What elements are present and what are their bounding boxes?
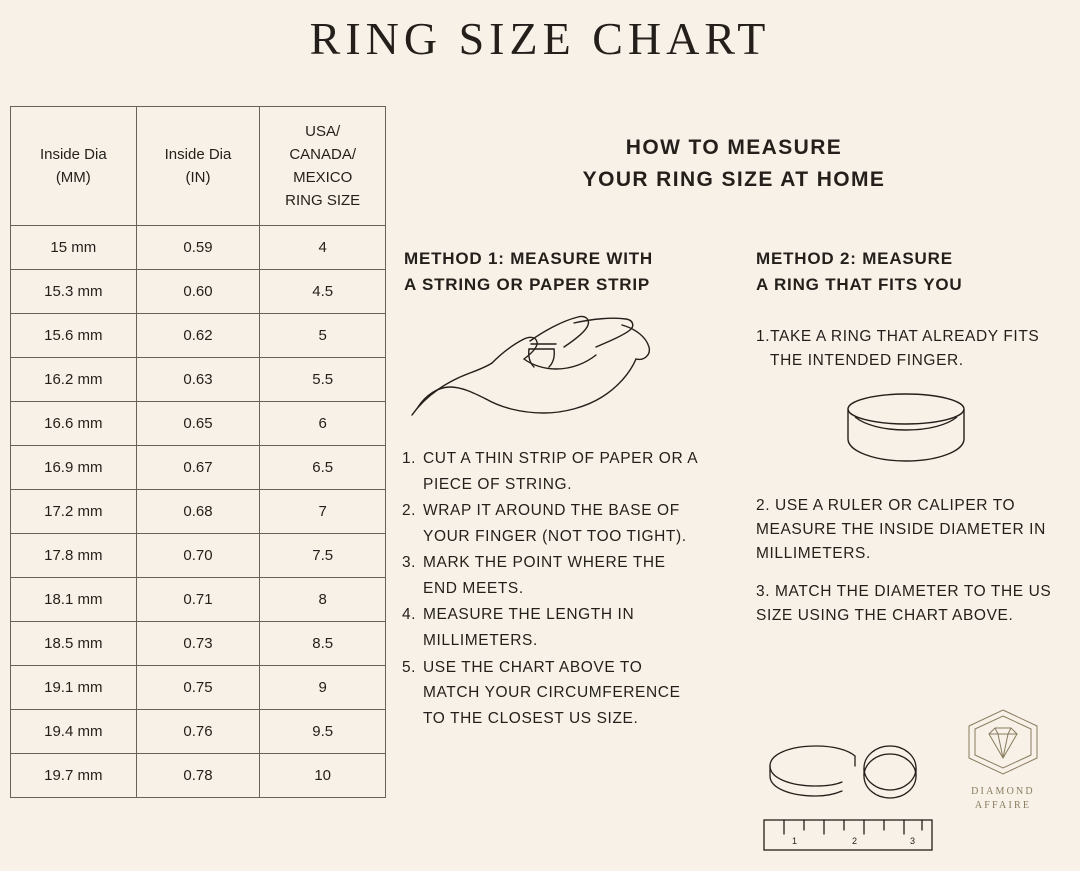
- cell-ring-size: 9: [260, 666, 386, 710]
- cell-dia-mm: 16.9 mm: [11, 446, 137, 490]
- cell-dia-in: 0.73: [136, 622, 260, 666]
- cell-dia-in: 0.75: [136, 666, 260, 710]
- cell-ring-size: 6: [260, 402, 386, 446]
- cell-dia-mm: 18.5 mm: [11, 622, 137, 666]
- table-row: [11, 534, 386, 578]
- cell-ring-size: 7: [260, 490, 386, 534]
- cell-dia-in: 0.63: [136, 358, 260, 402]
- cell-dia-in: 0.70: [136, 534, 260, 578]
- table-row: [11, 314, 386, 358]
- cell-dia-in: 0.62: [136, 314, 260, 358]
- list-item: 3. MARK THE POINT WHERE THE END MEETS.: [421, 550, 704, 601]
- cell-dia-in: 0.59: [136, 226, 260, 270]
- column-header-inside-dia-in: Inside Dia (IN): [136, 107, 260, 226]
- cell-dia-mm: 16.2 mm: [11, 358, 137, 402]
- cell-dia-in: 0.67: [136, 446, 260, 490]
- method-1-heading: METHOD 1: MEASURE WITH A STRING OR PAPER STRIP: [404, 249, 653, 294]
- cell-ring-size: 10: [260, 754, 386, 798]
- ruler-and-rings-illustration: [756, 736, 946, 871]
- cell-dia-mm: 19.1 mm: [11, 666, 137, 710]
- list-item: 5. USE THE CHART ABOVE TO MATCH YOUR CIRCUMFERENCE TO THE CLOSEST US SIZE.: [421, 655, 704, 732]
- ring-size-table-container: [10, 106, 386, 798]
- list-item: 4. MEASURE THE LENGTH IN MILLIMETERS.: [421, 602, 704, 653]
- cell-dia-in: 0.60: [136, 270, 260, 314]
- cell-dia-mm: 15.6 mm: [11, 314, 137, 358]
- brand-name: DIAMOND AFFAIRE: [971, 786, 1035, 811]
- table-row: [11, 490, 386, 534]
- cell-ring-size: 5.5: [260, 358, 386, 402]
- cell-ring-size: 5: [260, 314, 386, 358]
- ruler-tick-2: 2: [852, 836, 858, 846]
- cell-dia-in: 0.68: [136, 490, 260, 534]
- table-row: [11, 270, 386, 314]
- method-2-heading: METHOD 2: MEASURE A RING THAT FITS YOU: [756, 249, 963, 294]
- list-item: 2. WRAP IT AROUND THE BASE OF YOUR FINGER (NOT TOO TIGHT).: [421, 498, 704, 549]
- table-row: [11, 578, 386, 622]
- cell-ring-size: 6.5: [260, 446, 386, 490]
- page-title: RING SIZE CHART: [309, 13, 771, 64]
- method-1-steps: [404, 446, 704, 731]
- list-item: 1. CUT A THIN STRIP OF PAPER OR A PIECE OF STRING.: [421, 446, 704, 497]
- cell-dia-mm: 19.7 mm: [11, 754, 137, 798]
- cell-dia-mm: 17.2 mm: [11, 490, 137, 534]
- ruler-tick-1: 1: [792, 836, 798, 846]
- cell-dia-mm: 15 mm: [11, 226, 137, 270]
- table-row: [11, 358, 386, 402]
- ruler-tick-3: 3: [910, 836, 916, 846]
- cell-dia-in: 0.76: [136, 710, 260, 754]
- cell-dia-mm: 15.3 mm: [11, 270, 137, 314]
- table-row: [11, 754, 386, 798]
- brand-logo: [944, 706, 1062, 812]
- cell-ring-size: 8.5: [260, 622, 386, 666]
- cell-dia-mm: 19.4 mm: [11, 710, 137, 754]
- cell-ring-size: 7.5: [260, 534, 386, 578]
- method-2-section: [756, 246, 1056, 642]
- cell-dia-in: 0.78: [136, 754, 260, 798]
- cell-ring-size: 4.5: [260, 270, 386, 314]
- cell-ring-size: 9.5: [260, 710, 386, 754]
- table-row: [11, 402, 386, 446]
- cell-dia-in: 0.65: [136, 402, 260, 446]
- cell-dia-mm: 16.6 mm: [11, 402, 137, 446]
- method-1-section: [404, 246, 704, 732]
- table-row: [11, 446, 386, 490]
- ring-band-illustration: [756, 387, 1056, 478]
- table-row: [11, 710, 386, 754]
- cell-dia-in: 0.71: [136, 578, 260, 622]
- table-header-row: [11, 107, 386, 226]
- hand-with-string-illustration: [404, 311, 704, 436]
- table-row: [11, 226, 386, 270]
- diamond-logo-icon: [951, 706, 1055, 778]
- table-row: [11, 622, 386, 666]
- method-2-step-2: 2. USE A RULER OR CALIPER TO MEASURE THE INSIDE DIAMETER IN MILLIMETERS.: [756, 497, 1046, 563]
- how-to-measure-heading: HOW TO MEASURE YOUR RING SIZE AT HOME: [582, 136, 886, 191]
- column-header-ring-size: USA/ CANADA/ MEXICO RING SIZE: [260, 107, 386, 226]
- ring-size-table: [10, 106, 386, 798]
- column-header-inside-dia-mm: Inside Dia (MM): [11, 107, 137, 226]
- table-row: [11, 666, 386, 710]
- method-2-step-1: 1.TAKE A RING THAT ALREADY FITS THE INTENDED FINGER.: [756, 328, 1040, 370]
- cell-ring-size: 4: [260, 226, 386, 270]
- cell-dia-mm: 18.1 mm: [11, 578, 137, 622]
- cell-ring-size: 8: [260, 578, 386, 622]
- method-2-step-3: 3. MATCH THE DIAMETER TO THE US SIZE USING THE CHART ABOVE.: [756, 583, 1052, 625]
- cell-dia-mm: 17.8 mm: [11, 534, 137, 578]
